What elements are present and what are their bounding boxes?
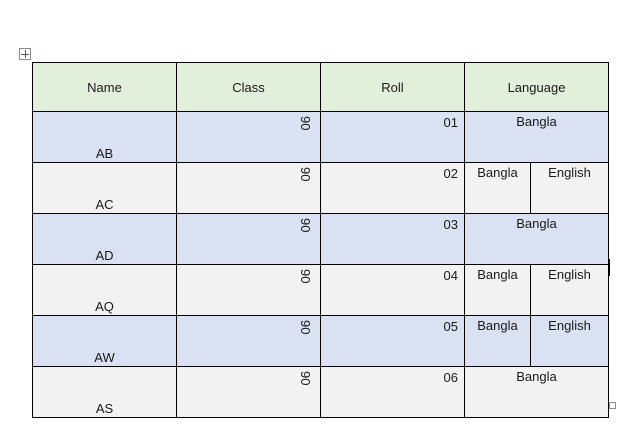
text-cursor <box>609 259 610 276</box>
name-cell[interactable] <box>33 316 177 367</box>
name-value: AD <box>95 248 114 263</box>
language-cell[interactable]: Bangla <box>465 265 531 316</box>
class-value: 90 <box>298 218 313 233</box>
name-value: AC <box>95 197 114 212</box>
class-cell[interactable] <box>177 112 321 163</box>
class-cell[interactable] <box>177 265 321 316</box>
table-row <box>33 367 609 418</box>
roll-cell[interactable]: 06 <box>321 367 465 418</box>
table-row <box>33 265 609 316</box>
header-roll[interactable]: Roll <box>321 63 465 112</box>
class-cell[interactable] <box>177 316 321 367</box>
language-cell[interactable]: English <box>531 163 609 214</box>
table-row <box>33 316 609 367</box>
table-row <box>33 214 609 265</box>
roll-cell[interactable]: 04 <box>321 265 465 316</box>
class-value: 90 <box>298 320 313 335</box>
language-cell[interactable]: Bangla <box>465 163 531 214</box>
language-cell[interactable]: Bangla <box>465 214 609 265</box>
header-name[interactable]: Name <box>33 63 177 112</box>
class-cell[interactable] <box>177 367 321 418</box>
language-cell[interactable]: English <box>531 316 609 367</box>
name-cell[interactable] <box>33 112 177 163</box>
class-value: 90 <box>298 167 313 182</box>
class-cell[interactable] <box>177 214 321 265</box>
roll-cell[interactable]: 01 <box>321 112 465 163</box>
table-row <box>33 112 609 163</box>
name-cell[interactable] <box>33 214 177 265</box>
table-move-handle[interactable] <box>19 48 31 60</box>
data-table <box>32 62 609 418</box>
language-cell[interactable]: English <box>531 265 609 316</box>
language-cell[interactable]: Bangla <box>465 367 609 418</box>
header-language[interactable]: Language <box>465 63 609 112</box>
name-cell[interactable] <box>33 163 177 214</box>
roll-cell[interactable]: 02 <box>321 163 465 214</box>
header-class[interactable]: Class <box>177 63 321 112</box>
language-cell[interactable]: Bangla <box>465 112 609 163</box>
name-cell[interactable] <box>33 367 177 418</box>
name-value: AW <box>94 350 115 365</box>
name-value: AS <box>95 401 114 416</box>
roll-cell[interactable]: 03 <box>321 214 465 265</box>
roll-cell[interactable]: 05 <box>321 316 465 367</box>
language-cell[interactable]: Bangla <box>465 316 531 367</box>
class-value: 90 <box>298 269 313 284</box>
table-header-row <box>33 63 609 112</box>
name-value: AB <box>95 146 114 161</box>
class-value: 90 <box>298 371 313 386</box>
class-cell[interactable] <box>177 163 321 214</box>
table-row <box>33 163 609 214</box>
table-resize-handle[interactable] <box>609 402 616 409</box>
name-cell[interactable] <box>33 265 177 316</box>
name-value: AQ <box>95 299 114 314</box>
class-value: 90 <box>298 116 313 131</box>
